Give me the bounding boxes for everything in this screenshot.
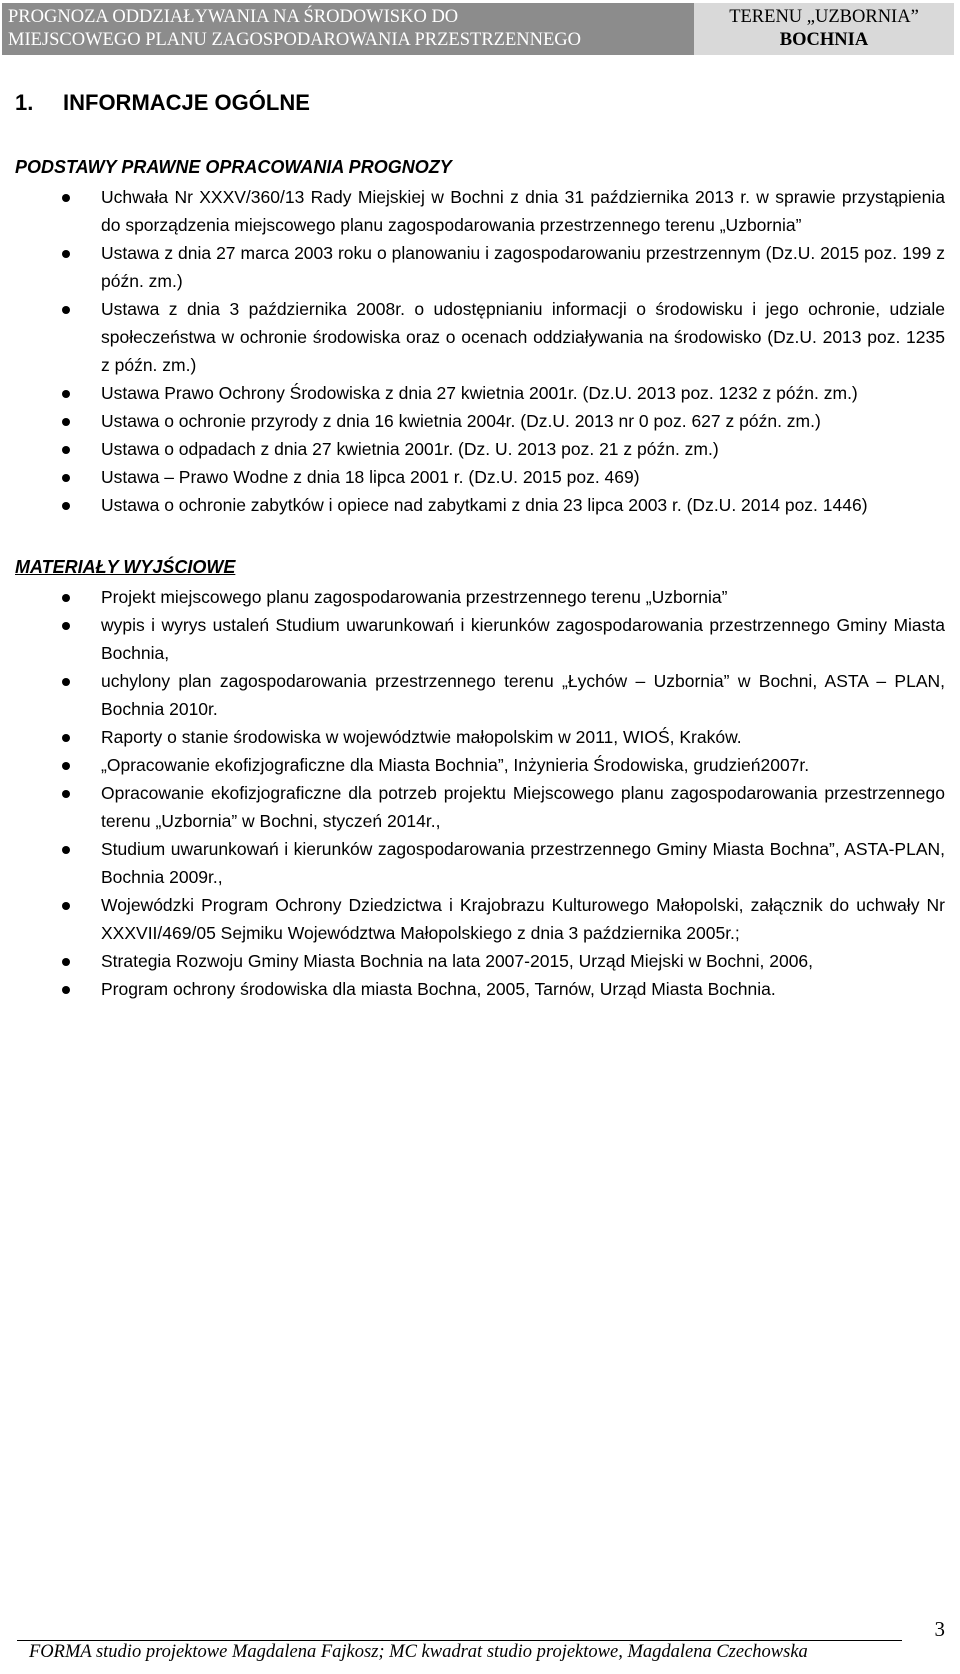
bullet-icon [62, 594, 70, 602]
list-item-text: Ustawa o ochronie zabytków i opiece nad zabytkami z dnia 23 lipca 2003 r. (Dz.U. 2014 poz. 1446) [101, 495, 868, 515]
bullet-icon [62, 678, 70, 686]
header-location-line-1: TERENU „UZBORNIA” [729, 7, 919, 27]
page-number: 3 [934, 1617, 945, 1641]
header-title-line-1: PROGNOZA ODDZIAŁYWANIA NA ŚRODOWISKO DO [8, 7, 459, 27]
bullet-icon [62, 446, 70, 454]
source-materials-list [15, 583, 945, 1003]
header-title-line-2: MIEJSCOWEGO PLANU ZAGOSPODAROWANIA PRZESTRZENNEGO [8, 30, 581, 50]
list-item [15, 491, 945, 519]
list-item [15, 975, 945, 1003]
footer-authors: FORMA studio projektowe Magdalena Fajkosz; MC kwadrat studio projektowe, Magdalena Czechowska [29, 1642, 808, 1662]
list-item [15, 463, 945, 491]
chapter-heading [15, 85, 945, 121]
list-item [15, 435, 945, 463]
list-item [15, 779, 945, 835]
legal-basis-list [15, 183, 945, 519]
list-item [15, 947, 945, 975]
chapter-number: 1. [15, 90, 34, 115]
list-item-text: Ustawa o odpadach z dnia 27 kwietnia 2001r. (Dz. U. 2013 poz. 21 z późn. zm.) [101, 439, 719, 459]
list-item [15, 295, 945, 379]
list-item-text: wypis i wyrys ustaleń Studium uwarunkowań i kierunków zagospodarowania przestrzennego Gminy Miasta Bochnia, [101, 615, 945, 663]
header-document-title [2, 3, 694, 55]
bullet-icon [62, 958, 70, 966]
list-item-text: Ustawa Prawo Ochrony Środowiska z dnia 27 kwietnia 2001r. (Dz.U. 2013 poz. 1232 z późn. zm.) [101, 383, 858, 403]
bullet-icon [62, 306, 70, 314]
bullet-icon [62, 846, 70, 854]
section-title-legal-basis: PODSTAWY PRAWNE OPRACOWANIA PROGNOZY [15, 157, 452, 177]
list-item [15, 891, 945, 947]
page-footer [15, 1617, 945, 1670]
header-location-line-2: BOCHNIA [779, 30, 869, 50]
list-item-text: Opracowanie ekofizjograficzne dla potrzeb projektu Miejscowego planu zagospodarowania przestrzennego terenu „Uzbornia” w Bochni, styczeń 2014r., [101, 783, 945, 831]
list-item [15, 723, 945, 751]
list-item-text: uchylony plan zagospodarowania przestrzennego terenu „Łychów – Uzbornia” w Bochni, ASTA – PLAN, Bochnia 2010r. [101, 671, 945, 719]
list-item-text: Ustawa z dnia 27 marca 2003 roku o planowaniu i zagospodarowaniu przestrzennym (Dz.U. 2015 poz. 199 z późn. zm.) [101, 243, 945, 291]
bullet-icon [62, 390, 70, 398]
list-item-text: Program ochrony środowiska dla miasta Bochna, 2005, Tarnów, Urząd Miasta Bochnia. [101, 979, 776, 999]
bullet-icon [62, 250, 70, 258]
bullet-icon [62, 902, 70, 910]
bullet-icon [62, 734, 70, 742]
list-item-text: Uchwała Nr XXXV/360/13 Rady Miejskiej w Bochni z dnia 31 października 2013 r. w sprawie przystąpienia do sporządzenia miejscowego planu zagospodarowania przestrzennego terenu „Uzbornia” [101, 187, 945, 235]
list-item-text: Studium uwarunkowań i kierunków zagospodarowania przestrzennego Gminy Miasta Bochna”, ASTA-PLAN, Bochnia 2009r., [101, 839, 945, 887]
list-item-text: Wojewódzki Program Ochrony Dziedzictwa i Krajobrazu Kulturowego Małopolski, załącznik do uchwały Nr XXXVII/469/05 Sejmiku Województwa Małopolskiego z dnia 3 października 2005r.; [101, 895, 945, 943]
header-location [694, 3, 954, 55]
section-title-source-materials: MATERIAŁY WYJŚCIOWE [15, 557, 236, 577]
list-item-text: „Opracowanie ekofizjograficzne dla Miasta Bochnia”, Inżynieria Środowiska, grudzień2007r. [101, 755, 810, 775]
bullet-icon [62, 790, 70, 798]
chapter-title: INFORMACJE OGÓLNE [63, 90, 310, 115]
list-item [15, 407, 945, 435]
list-item [15, 667, 945, 723]
list-item [15, 583, 945, 611]
bullet-icon [62, 502, 70, 510]
list-item [15, 183, 945, 239]
list-item [15, 751, 945, 779]
list-item-text: Raporty o stanie środowiska w województwie małopolskim w 2011, WIOŚ, Kraków. [101, 727, 742, 747]
list-item [15, 835, 945, 891]
list-item [15, 379, 945, 407]
list-item [15, 611, 945, 667]
list-item-text: Ustawa o ochronie przyrody z dnia 16 kwietnia 2004r. (Dz.U. 2013 nr 0 poz. 627 z późn. zm.) [101, 411, 821, 431]
bullet-icon [62, 986, 70, 994]
list-item-text: Strategia Rozwoju Gminy Miasta Bochnia na lata 2007-2015, Urząd Miejski w Bochni, 2006, [101, 951, 814, 971]
list-item [15, 239, 945, 295]
document-body [15, 85, 945, 1003]
bullet-icon [62, 762, 70, 770]
bullet-icon [62, 474, 70, 482]
page-header [2, 3, 954, 55]
bullet-icon [62, 418, 70, 426]
list-item-text: Projekt miejscowego planu zagospodarowania przestrzennego terenu „Uzbornia” [101, 587, 728, 607]
list-item-text: Ustawa – Prawo Wodne z dnia 18 lipca 2001 r. (Dz.U. 2015 poz. 469) [101, 467, 640, 487]
list-item-text: Ustawa z dnia 3 października 2008r. o udostępnianiu informacji o środowisku i jego ochronie, udziale społeczeństwa w ochronie środowiska oraz o ocenach oddziaływania na środowisko (Dz.U. 2013 poz. 1235 z późn. zm.) [101, 299, 945, 375]
footer-divider [17, 1640, 902, 1641]
bullet-icon [62, 194, 70, 202]
bullet-icon [62, 622, 70, 630]
